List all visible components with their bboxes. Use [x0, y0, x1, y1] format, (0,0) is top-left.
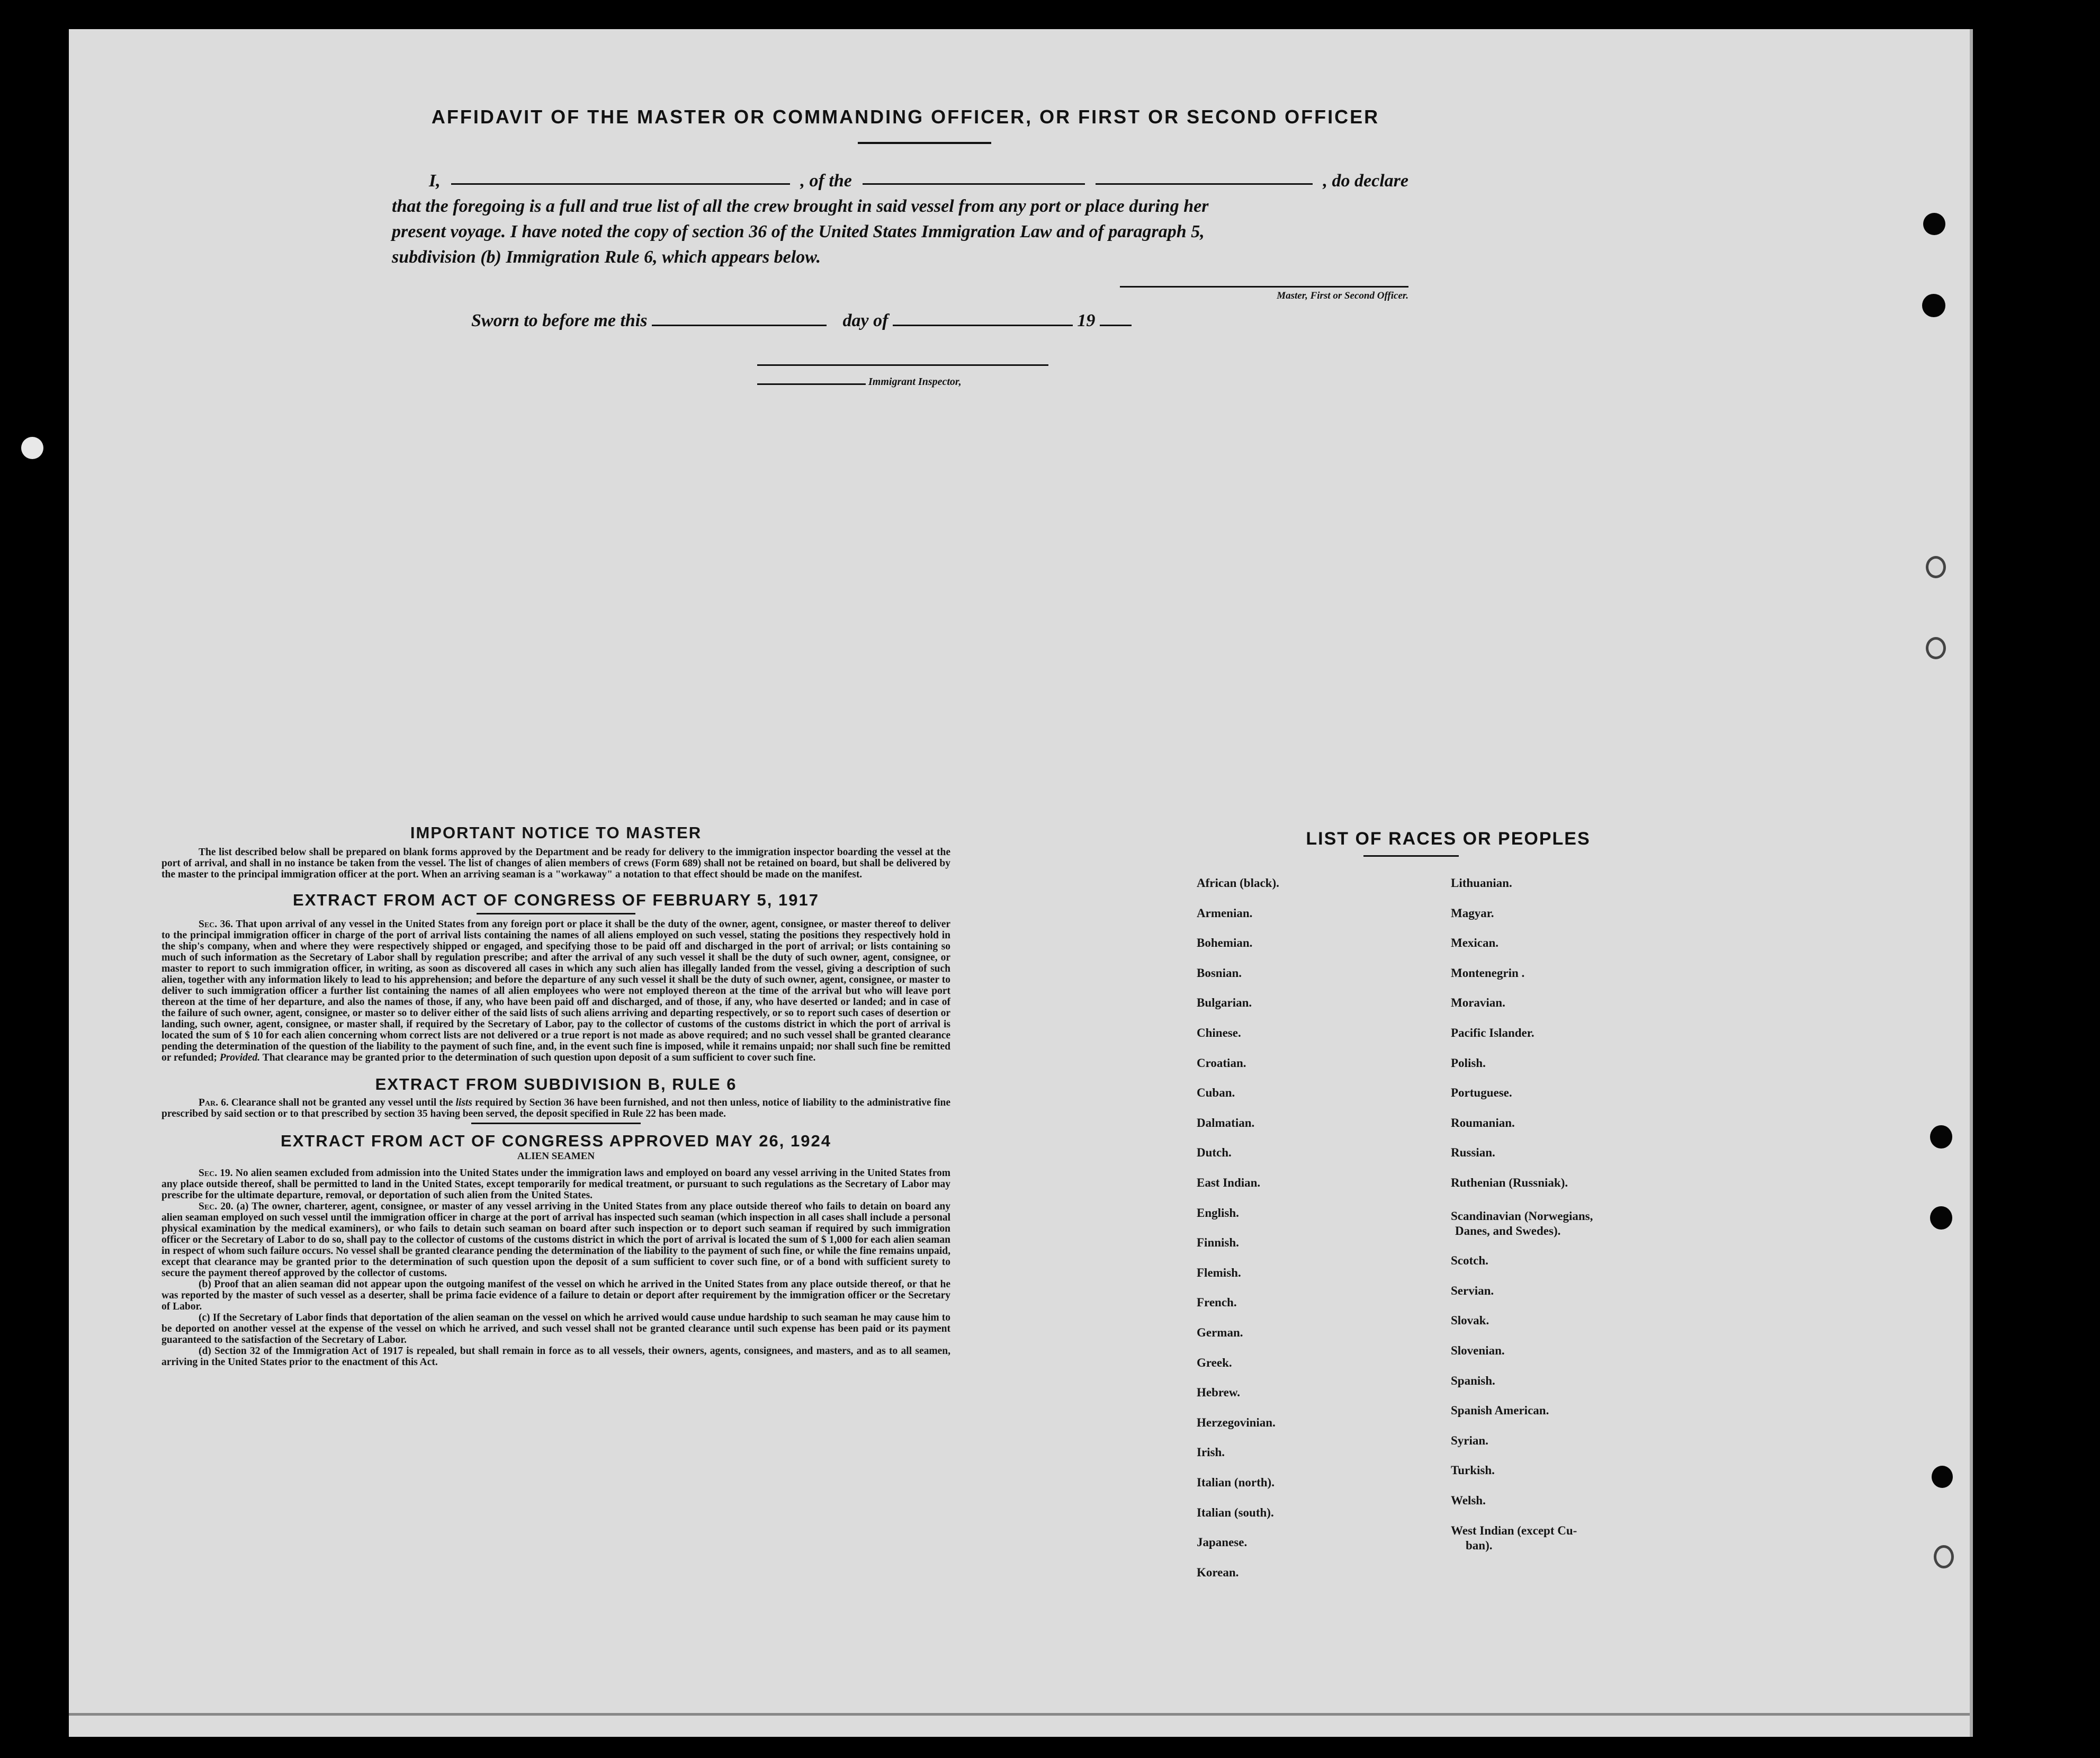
- affidavit-i: I,: [429, 171, 441, 191]
- race-item: Bosnian.: [1197, 966, 1242, 980]
- extract-1924-title: EXTRACT FROM ACT OF CONGRESS APPROVED MAY 26, 1924: [281, 1132, 831, 1150]
- race-item: Polish.: [1451, 1056, 1486, 1070]
- race-item: Cuban.: [1197, 1086, 1235, 1100]
- race-item: Croatian.: [1197, 1056, 1246, 1070]
- race-item: German.: [1197, 1326, 1243, 1339]
- race-item: Welsh.: [1451, 1494, 1486, 1507]
- race-item: Finnish.: [1197, 1236, 1239, 1250]
- extract-rule6-title: EXTRACT FROM SUBDIVISION B, RULE 6: [375, 1075, 737, 1093]
- race-item: Hebrew.: [1197, 1386, 1240, 1400]
- sworn-year: 19: [1077, 311, 1096, 330]
- races-title: LIST OF RACES OR PEOPLES: [1306, 829, 1591, 849]
- year-blank: [1100, 310, 1132, 326]
- race-item: Spanish American.: [1451, 1404, 1549, 1418]
- par-6-label: Par. 6.: [199, 1097, 229, 1108]
- race-item: Pacific Islander.: [1451, 1026, 1534, 1039]
- alien-seamen-subtitle: ALIEN SEAMEN: [517, 1151, 595, 1162]
- par-6-lists: lists: [455, 1097, 472, 1108]
- par-6-text-a: Clearance shall not be granted any vessel until the: [231, 1097, 453, 1108]
- race-item: Russian.: [1451, 1146, 1495, 1160]
- race-item: Chinese.: [1197, 1026, 1241, 1039]
- race-item: Mexican.: [1451, 936, 1499, 950]
- race-item: Lithuanian.: [1451, 876, 1512, 890]
- race-item: Scandinavian (Norwegians,: [1451, 1209, 1593, 1223]
- punch-hole: [1926, 637, 1946, 659]
- races-title-underline: [1363, 855, 1459, 857]
- affidavit-line-2: that the foregoing is a full and true list of all the crew brought in said vessel from any port or place during her: [392, 196, 1209, 216]
- race-item: Greek.: [1197, 1356, 1232, 1369]
- race-item: Italian (north).: [1197, 1476, 1275, 1489]
- punch-hole: [1922, 294, 1945, 317]
- sworn-line: [471, 310, 1132, 331]
- race-item: Ruthenian (Russniak).: [1451, 1176, 1568, 1189]
- race-item: Slovenian.: [1451, 1344, 1505, 1357]
- sworn-prefix: Sworn to before me this: [471, 311, 648, 330]
- race-item: Scotch.: [1451, 1254, 1488, 1268]
- sec-36-end: That clearance may be granted prior to the determination of such question upon deposit of a sum sufficient to cover such fine.: [262, 1052, 816, 1063]
- affidavit-line-3: present voyage. I have noted the copy of section 36 of the United States Immigration Law and of paragraph 5,: [392, 222, 1205, 241]
- punch-hole: [1930, 1206, 1952, 1230]
- inspector-signature-line: [757, 364, 1048, 366]
- notice-title: IMPORTANT NOTICE TO MASTER: [410, 823, 702, 842]
- sec-19-text: No alien seamen excluded from admission into the United States under the immigration laws and employed on board any vessel arriving in the United States from any place outside thereof, shall be permitted to land in the United States, except temporarily for medical treatment, or pursuant to such regulations as the Secretary of Labor may prescribe for the ultimate departure, removal, or deportation of such alien from the United States.: [161, 1168, 951, 1201]
- sec-36-text: That upon arrival of any vessel in the United States from any foreign port or place it shall be the duty of the owner, agent, consignee, or master thereof to deliver to the principal immigration officer in charge of the port of arrival lists containing the names of all aliens employed on such vessel, stating the positions they respectively hold in the ship's company, when and where they were respectively shipped or engaged, and specifying those to be paid off and discharged in the port of arrival; or lists containing so much of such information as the Secretary of Labor shall by regulation prescribe; and after the arrival of any such vessel it shall be the duty of such owner, agent, consignee, or master to report to such immigration officer, in writing, as soon as discovered all cases in which any such alien has illegally landed from the vessel, giving a description of such alien, together with any information likely to lead to his apprehension; and before the departure of any such vessel it shall be the duty of such owner, agent, consignee, or master to deliver to such immigration officer a further list containing the names of all alien employees who were not employed thereon at the time of the arrival but who will leave port thereon at the time of her departure, and also the names of those, if any, who have been paid off and discharged, and of those, if any, who have deserted or landed; and in case of the failure of such owner, agent, consignee, or master so to deliver either of the said lists of such aliens arriving and departing respectively, or so to report such cases of desertion or landing, such owner, agent, consignee, or master shall, if required by the Secretary of Labor, pay to the collector of customs of the customs district in which the port of arrival is located the sum of $ 10 for each alien concerning whom correct lists are not delivered or a true report is not made as above required; and no such vessel shall be granted clearance pending the determination of the question of the liability to the payment of such fine, and, in the event such fine is imposed, while it remains unpaid; nor shall such fine be remitted or refunded;: [161, 919, 951, 1063]
- race-item: Dalmatian.: [1197, 1116, 1255, 1129]
- race-item: Dutch.: [1197, 1146, 1232, 1160]
- sec-19-label: Sec. 19.: [199, 1168, 233, 1179]
- month-blank: [893, 310, 1073, 326]
- race-item: Bulgarian.: [1197, 996, 1252, 1010]
- race-item: Italian (south).: [1197, 1505, 1274, 1519]
- notice-body: The list described below shall be prepared on blank forms approved by the Department and be ready for delivery to the immigration inspector boarding the vessel at the port of arrival, and shall in no instance be taken from the vessel. The list of changes of alien members of crews (Form 689) shall not be retained on board, but shall be delivered by the master to the principal immigration officer at the port. When an arriving seaman is a "workaway" a notation to that effect should be made on the manifest.: [161, 847, 950, 880]
- sheet-edge-right: [1970, 29, 1973, 1737]
- sec-19-body: [161, 1168, 950, 1201]
- affidavit-declare: , do declare: [1323, 171, 1408, 191]
- punch-hole: [1932, 1466, 1953, 1488]
- affidavit-line-1: [392, 168, 1408, 194]
- extract-1917-title: EXTRACT FROM ACT OF CONGRESS OF FEBRUARY 5, 1917: [293, 891, 819, 909]
- sec-20a-body: [161, 1201, 950, 1279]
- race-item: Korean.: [1197, 1565, 1239, 1579]
- affidavit-body: [392, 168, 1408, 270]
- race-item: Moravian.: [1451, 996, 1505, 1010]
- title-underline: [858, 142, 991, 144]
- punch-hole: [1926, 556, 1946, 578]
- sec-20-label: Sec. 20.: [199, 1201, 234, 1212]
- race-item: Flemish.: [1197, 1266, 1241, 1279]
- race-item: Roumanian.: [1451, 1116, 1515, 1129]
- inspector-blank: [757, 374, 866, 385]
- inspector-label: Immigrant Inspector,: [868, 376, 962, 388]
- sec-20b-body: (b) Proof that an alien seaman did not appear upon the outgoing manifest of the vessel on which he arrived in the United States from any place outside thereof, or that he was reported by the master of such vessel as a deserter, shall be prima facie evidence of a failure to detain or deport after requirement by the immigration officer or the Secretary of Labor.: [161, 1279, 950, 1312]
- race-item: Montenegrin .: [1451, 966, 1525, 980]
- sec-20c-body: (c) If the Secretary of Labor finds that deportation of the alien seaman on the vessel on which he arrived would cause undue hardship to such seaman he may cause him to be deported on another vessel at the expense of the vessel on which he arrived, and such vessel shall not be granted clearance until such expense has been paid or its payment guaranteed to the satisfaction of the Secretary of Labor.: [161, 1312, 950, 1346]
- punch-hole: [21, 437, 43, 459]
- race-item: Servian.: [1451, 1284, 1494, 1297]
- race-item: Bohemian.: [1197, 936, 1253, 950]
- inspector-line: [757, 374, 962, 388]
- extract-1917-underline: [477, 913, 635, 914]
- extract-rule6-body: [161, 1097, 950, 1119]
- race-item: East Indian.: [1197, 1176, 1261, 1189]
- punch-hole: [1923, 213, 1945, 235]
- race-item: English.: [1197, 1206, 1239, 1219]
- notice-column: [161, 823, 950, 1368]
- sec-36-label: Sec. 36.: [199, 919, 234, 930]
- race-item: African (black).: [1197, 876, 1279, 890]
- vessel-blank-2: [1096, 168, 1313, 185]
- race-item: West Indian (except Cu-: [1451, 1523, 1577, 1537]
- punch-hole: [1934, 1545, 1954, 1568]
- extract-rule6-underline: [471, 1123, 641, 1124]
- race-item: Portuguese.: [1451, 1086, 1512, 1100]
- name-blank: [451, 168, 790, 185]
- provided-text: Provided.: [219, 1052, 261, 1063]
- race-item: Magyar.: [1451, 906, 1494, 920]
- race-item: Spanish.: [1451, 1374, 1495, 1387]
- race-item: ban).: [1466, 1538, 1493, 1552]
- sheet-edge-bottom: [69, 1713, 1970, 1716]
- vessel-blank-1: [863, 168, 1085, 185]
- race-item: French.: [1197, 1296, 1237, 1309]
- race-item: Slovak.: [1451, 1314, 1489, 1328]
- race-item: Armenian.: [1197, 906, 1253, 920]
- punch-hole: [1930, 1125, 1952, 1149]
- sworn-day-of: day of: [842, 311, 889, 330]
- race-item: Danes, and Swedes).: [1455, 1224, 1561, 1237]
- race-item: Irish.: [1197, 1446, 1225, 1459]
- signature-line: [1120, 286, 1408, 288]
- race-item: Syrian.: [1451, 1433, 1488, 1447]
- par-6-text-b: required by Section 36 have been furnished, and not then unless, notice of liability to the administrative fine prescribed by said section or to that prescribed by section 35 having been served, the deposit specified in Rule 22 has been made.: [161, 1097, 951, 1119]
- race-item: Turkish.: [1451, 1464, 1495, 1477]
- sec-20a-text: (a) The owner, charterer, agent, consignee, or master of any vessel arriving in the United States from any place outside thereof who fails to detain on board any alien seaman employed on such vessel until the immigration officer in charge at the port of arrival has inspected such seaman (which inspection in all cases shall include a personal physical examination by the medical examiners), or who fails to detain such seaman on board after such inspection or to deport such seaman if required by such immigration officer or the Secretary of Labor to do so, shall pay to the collector of customs of the customs district in which the port of arrival is located the sum of $ 1,000 for each alien seaman in respect of whom such failure occurs. No vessel shall be granted clearance pending the determination of the liability to the payment of such fine, or while the fine remains unpaid, except that clearance may be granted prior to the determination of such question upon the deposit of a sum sufficient to cover such fine, or of a bond with sufficient surety to secure the payment thereof approved by the collector of customs.: [161, 1201, 950, 1279]
- race-item: Herzegovinian.: [1197, 1415, 1276, 1429]
- sec-20d-body: (d) Section 32 of the Immigration Act of 1917 is repealed, but shall remain in force as to all vessels, their owners, agents, consignees, and masters, and as to all seamen, arriving in the United States prior to the enactment of this Act.: [161, 1346, 950, 1368]
- affidavit-title: AFFIDAVIT OF THE MASTER OR COMMANDING OFFICER, OR FIRST OR SECOND OFFICER: [431, 106, 1380, 128]
- affidavit-line-4: subdivision (b) Immigration Rule 6, which appears below.: [392, 247, 821, 267]
- signature-label: Master, First or Second Officer.: [1277, 290, 1408, 301]
- extract-1917-body: [161, 919, 950, 1063]
- day-blank: [652, 310, 827, 326]
- race-item: Japanese.: [1197, 1536, 1248, 1549]
- affidavit-of-the: , of the: [800, 171, 852, 191]
